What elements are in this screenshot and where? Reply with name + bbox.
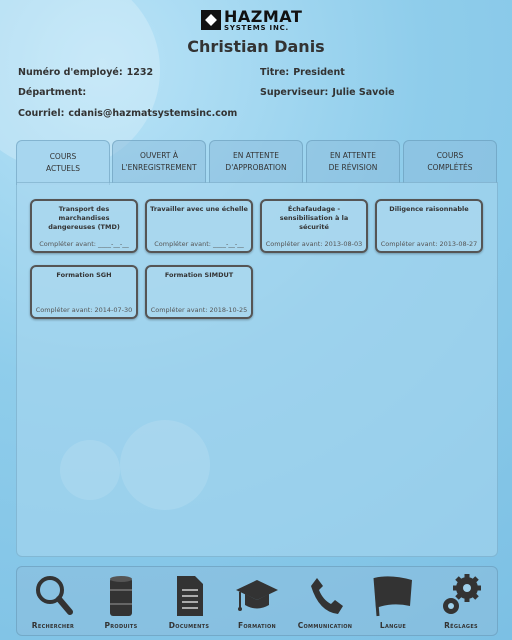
settings-button[interactable] [427, 567, 495, 635]
courses-panel [16, 182, 498, 557]
course-due-date: Compléter avant: 2014-07-30 [35, 306, 133, 314]
tab-label: L'ENREGISTREMENT [121, 163, 197, 172]
communication-button[interactable] [291, 567, 359, 635]
tab-label: OUVERT À [139, 151, 179, 160]
logo-subtitle: SYSTEMS INC. [224, 23, 290, 32]
employee-number-label: Numéro d'employé: [18, 67, 123, 78]
tab-completed-courses[interactable] [403, 140, 497, 183]
supervisor-value: Julie Savoie [332, 87, 395, 98]
hazmat-logo [201, 8, 311, 32]
communication-label: Communication [297, 621, 353, 630]
title-label: Titre: [260, 67, 290, 78]
course-title: Travailler avec une échelle [150, 205, 248, 213]
tab-pending-review[interactable] [306, 140, 400, 183]
title-value: President [293, 67, 345, 78]
course-due-date: Compléter avant: ____-__-__ [39, 240, 129, 248]
language-label: Langue [379, 621, 407, 630]
employee-number-value: 1232 [126, 67, 154, 78]
products-label: Produits [104, 621, 138, 630]
title-field [260, 67, 345, 78]
training-label: Formation [237, 621, 277, 630]
tab-label: COURS [49, 152, 77, 161]
course-title: Diligence raisonnable [389, 205, 469, 213]
course-due-date: Compléter avant: 2018-10-25 [150, 306, 248, 314]
course-card[interactable] [145, 265, 253, 319]
employee-number [18, 67, 153, 78]
email-label: Courriel: [18, 108, 65, 119]
course-title: Transport des marchandises dangereuses (TMD) [48, 205, 120, 231]
course-card[interactable] [145, 199, 253, 253]
tab-current-courses[interactable] [16, 140, 110, 185]
department-label: Départment: [18, 87, 87, 98]
documents-label: Documents [168, 621, 210, 630]
settings-label: Réglages [444, 621, 478, 630]
search-button[interactable] [19, 567, 87, 635]
barrel-icon [101, 572, 141, 618]
search-icon [33, 572, 73, 618]
tab-label: COURS [436, 151, 464, 160]
search-label: Rechercher [31, 621, 75, 630]
course-title: Formation SIMDUT [164, 271, 234, 279]
tab-label: COMPLÉTÉS [427, 163, 473, 172]
bottom-toolbar [16, 566, 498, 636]
tab-label: EN ATTENTE [233, 151, 279, 160]
tab-label: ACTUELS [46, 164, 80, 173]
course-title: Échafaudage - sensibilisation à la sécurité [279, 205, 349, 231]
tab-label: D'APPROBATION [225, 163, 287, 172]
tab-label: DE RÉVISION [328, 163, 378, 172]
graduation-cap-icon [234, 572, 280, 618]
products-button[interactable] [87, 567, 155, 635]
user-name: Christian Danis [187, 37, 325, 56]
documents-button[interactable] [155, 567, 223, 635]
training-button[interactable] [223, 567, 291, 635]
phone-icon [305, 572, 345, 618]
course-card[interactable] [30, 265, 138, 319]
course-card[interactable] [260, 199, 368, 253]
language-button[interactable] [359, 567, 427, 635]
document-icon [169, 572, 209, 618]
email-value: cdanis@hazmatsystemsinc.com [68, 108, 238, 119]
logo-mark-icon [201, 10, 221, 30]
course-card[interactable] [375, 199, 483, 253]
tab-open-registration[interactable] [112, 140, 206, 183]
course-due-date: Compléter avant: 2013-08-27 [380, 240, 478, 248]
logo-name: HAZMAT [224, 6, 303, 26]
department-field [18, 87, 90, 98]
supervisor-field [260, 87, 395, 98]
course-card[interactable] [30, 199, 138, 253]
tab-pending-approval[interactable] [209, 140, 303, 183]
course-due-date: Compléter avant: 2013-08-03 [265, 240, 363, 248]
course-due-date: Compléter avant: ____-__-__ [154, 240, 244, 248]
flag-icon [370, 572, 416, 618]
email-field [18, 108, 237, 119]
course-tabs [16, 140, 496, 182]
gears-icon [439, 572, 483, 618]
tab-label: EN ATTENTE [330, 151, 376, 160]
supervisor-label: Superviseur: [260, 87, 329, 98]
course-title: Formation SGH [56, 271, 112, 279]
